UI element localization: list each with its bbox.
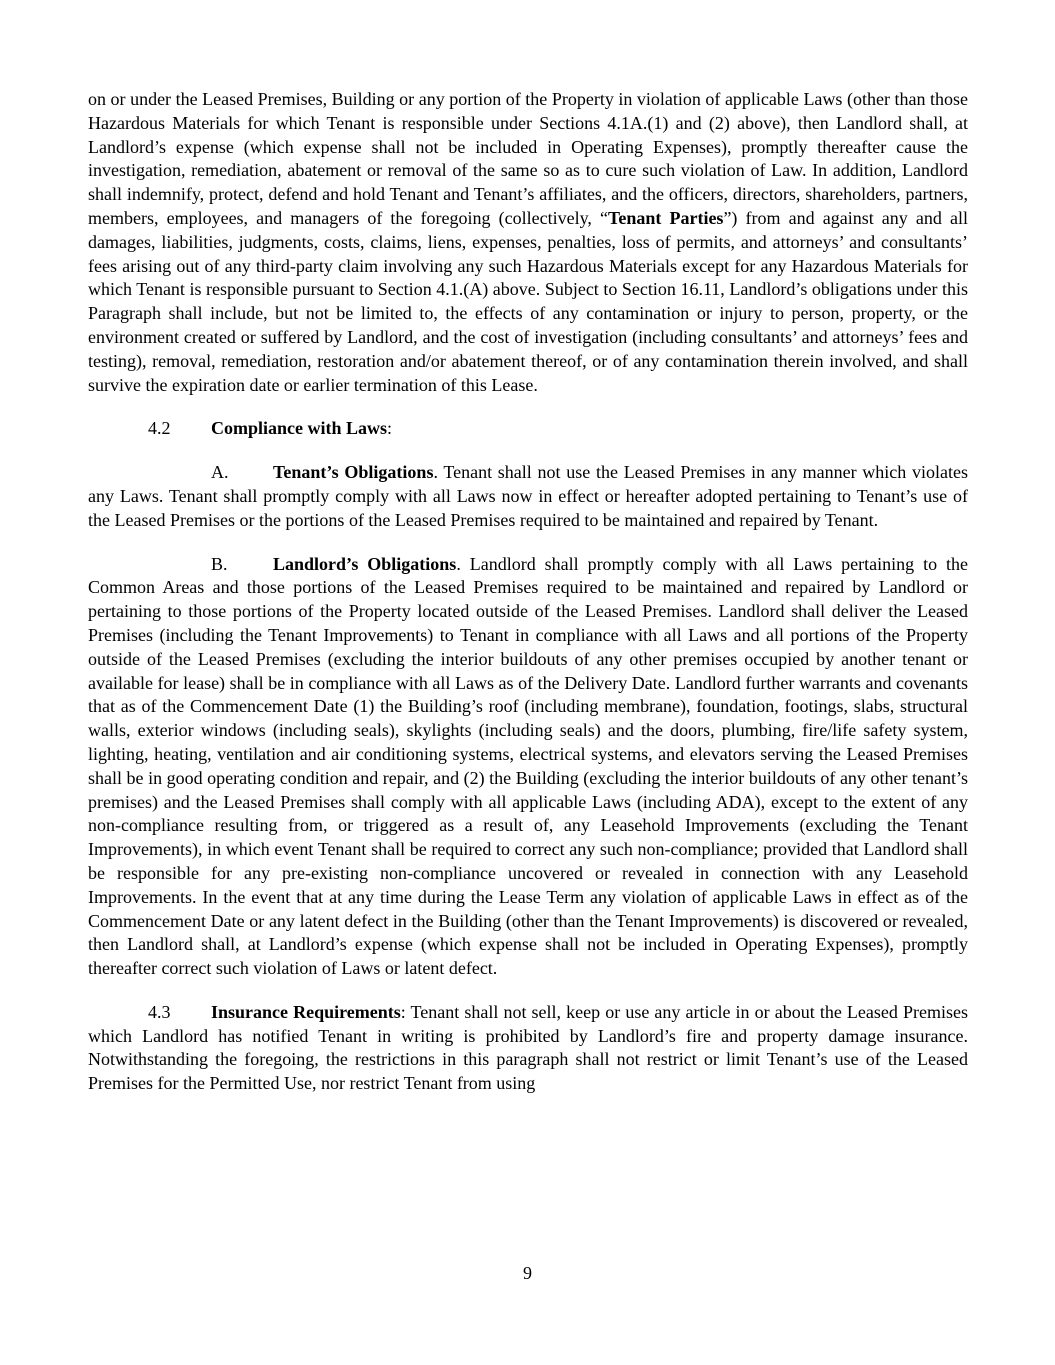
section-number: 4.3 (148, 1001, 171, 1022)
section-title: Compliance with Laws (211, 418, 388, 439)
document-page (88, 88, 968, 1096)
section-number: 4.2 (148, 418, 171, 439)
section-heading-4-2 (88, 417, 968, 441)
subsection-letter: B. (211, 553, 228, 574)
subsection-title: Landlord’s Obligations (273, 553, 457, 574)
subsection-text: . Landlord shall promptly comply with all Laws pertaining to the Common Areas and those portions of the Leased Premises required to be maintained and repaired by Landlord or pertaining to those portions of the Property located outside of the Leased Premises. Landlord shall deliver the Leased Premises (including the Tenant Improvements) to Tenant in compliance with all Laws and all portions of the Property outside of the Leased Premises (excluding the interior buildouts of any other premises occupied by another tenant or available for lease) shall be in compliance with all Laws as of the Delivery Date. Landlord further warrants and covenants that as of the Commencement Date (1) the Building’s roof (including membrane), foundation, footings, slabs, structural walls, exterior windows (including seals), skylights (including seals) and the doors, plumbing, fire/life safety system, lighting, heating, ventilation and air conditioning systems, electrical systems, and elevators serving the Leased Premises shall be in good operating condition and repair, and (2) the Building (excluding the interior buildouts of any other tenant’s premises) and the Leased Premises shall comply with all applicable Laws (including ADA), except to the extent of any non-compliance resulting from, or triggered as a result of, any Leasehold Improvements (excluding the Tenant Improvements), in which event Tenant shall be required to correct any such non-compliance; provided that Landlord shall be responsible for any pre-existing non-compliance uncovered or revealed in connection with any Leasehold Improvements. In the event that at any time during the Lease Term any violation of applicable Laws in effect as of the Commencement Date or any latent defect in the Building (other than the Tenant Improvements) is discovered or revealed, then Landlord shall, at Landlord’s expense (which expense shall not be included in Operating Expenses), promptly thereafter correct such violation of Laws or latent defect. (88, 553, 968, 979)
subsection-title: Tenant’s Obligations (273, 462, 434, 483)
subsection-letter: A. (211, 462, 229, 483)
section-title-suffix: : (387, 418, 393, 439)
paragraph-text: on or under the Leased Premises, Building or any portion of the Property in violation of applicable Laws (other than those Hazardous Materials for which Tenant is responsible under Sections 4.1A.(1) and (2) above), then Landlord shall, at Landlord’s expense (which expense shall not be included in Operating Expenses), promptly thereafter cause the investigation, remediation, abatement or removal of the same so as to cure such violation of Law. In addition, Landlord shall indemnify, protect, defend and hold Tenant and Tenant’s affiliates, and the officers, directors, shareholders, partners, members, employees, and managers of the foregoing (collectively, “ (88, 89, 968, 228)
paragraph-hazardous-materials (88, 88, 968, 397)
section-title: Insurance Requirements (211, 1001, 401, 1022)
defined-term-tenant-parties: Tenant Parties (608, 207, 724, 228)
page-number: 9 (523, 1263, 532, 1283)
subsection-text: . Tenant shall not use the Leased Premises in any manner which violates any Laws. Tenant shall promptly comply with all Laws now in effect or hereafter adopted pertaining to Tenant’s use of the Leased Premises or the portions of the Leased Premises required to be maintained and repaired by Tenant. (88, 462, 968, 530)
section-4-3 (88, 1001, 968, 1096)
subsection-a (88, 461, 968, 532)
paragraph-text: ”) from and against any and all damages, liabilities, judgments, costs, claims, liens, expenses, penalties, loss of permits, and attorneys’ and consultants’ fees arising out of any third-party claim involving any such Hazardous Materials except for any Hazardous Materials for which Tenant is responsible pursuant to Section 4.1.(A) above. Subject to Section 16.11, Landlord’s obligations under this Paragraph shall include, but not be limited to, the effects of any contamination or injury to person, property, or the environment created or suffered by Landlord, and the cost of investigation (including consultants’ and attorneys’ fees and testing), removal, remediation, restoration and/or abatement thereof, or of any contamination therein involved, and shall survive the expiration date or earlier termination of this Lease. (88, 207, 968, 395)
subsection-b (88, 553, 968, 981)
section-text: : Tenant shall not sell, keep or use any article in or about the Leased Premises which Landlord has notified Tenant in writing is prohibited by Landlord’s fire and property damage insurance. Notwithstanding the foregoing, the restrictions in this paragraph shall not restrict or limit Tenant’s use of the Leased Premises for the Permitted Use, nor restrict Tenant from using (88, 1001, 968, 1094)
